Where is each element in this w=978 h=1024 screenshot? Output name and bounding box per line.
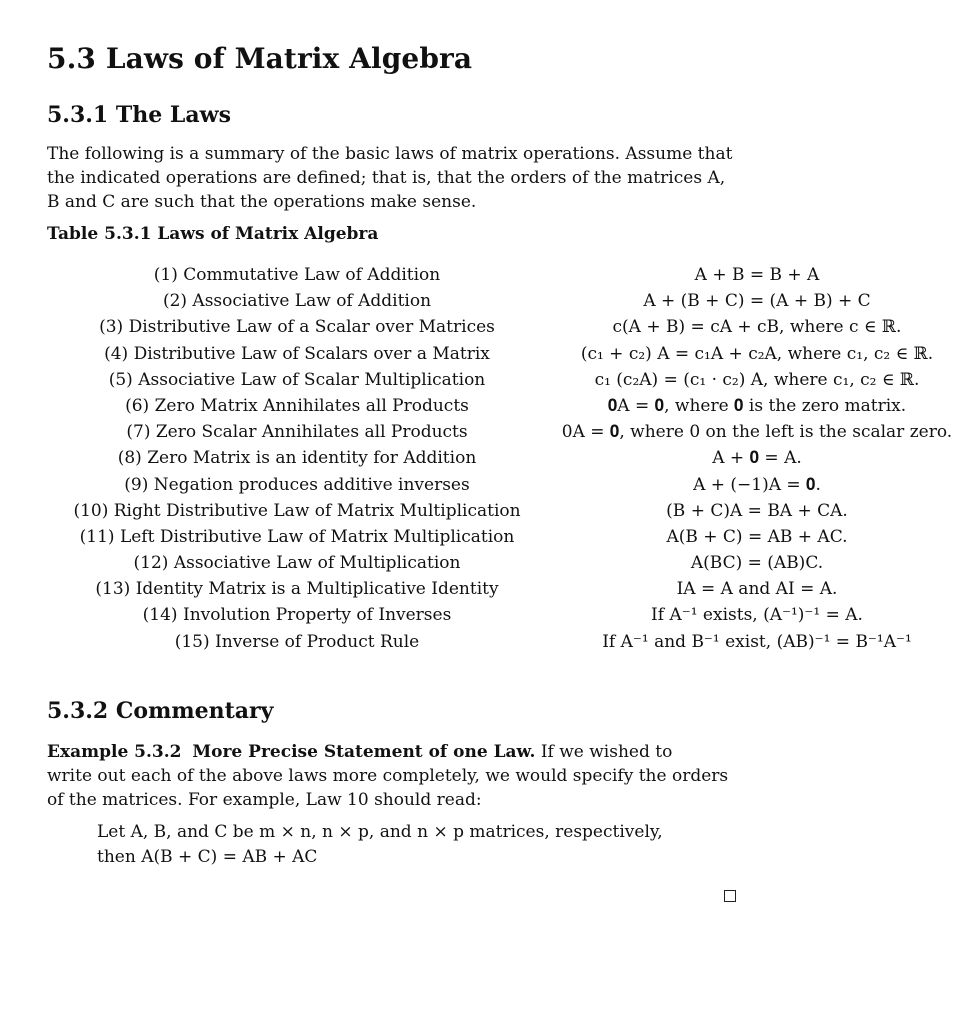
qed-box-icon	[724, 890, 736, 902]
law-name: (6) Zero Matrix Annihilates all Products	[125, 395, 469, 416]
law-formula: (B + C)A = BA + CA.	[666, 500, 848, 521]
law-formula: A(B + C) = AB + AC.	[666, 526, 848, 547]
law-formula: c(A + B) = cA + cB, where c ∈ ℝ.	[612, 317, 902, 338]
example-paragraph	[47, 740, 747, 812]
law-formula: (c₁ + c₂) A = c₁A + c₂A, where c₁, c₂ ∈ ℝ.	[580, 343, 934, 364]
law-formula: 0A = 𝟎, where 0 on the left is the scalar zero.	[561, 422, 953, 443]
law-name: (10) Right Distributive Law of Matrix Multiplication	[73, 500, 521, 521]
law-name: (2) Associative Law of Addition	[162, 291, 432, 312]
law-row	[47, 524, 967, 550]
example-line-3: of the matrices. For example, Law 10 should read:	[47, 790, 482, 810]
law-name: (8) Zero Matrix is an identity for Addition	[117, 448, 477, 469]
intro-line-1: The following is a summary of the basic laws of matrix operations. Assume that	[47, 144, 733, 164]
laws-table	[47, 262, 967, 655]
subsection-title-laws: 5.3.1 The Laws	[47, 102, 231, 128]
table-caption: Table 5.3.1 Laws of Matrix Algebra	[47, 224, 379, 244]
law-name: (15) Inverse of Product Rule	[174, 631, 420, 652]
law-row	[47, 393, 967, 419]
law-name: (4) Distributive Law of Scalars over a Matrix	[104, 343, 490, 364]
law-row	[47, 367, 967, 393]
law-row	[47, 472, 967, 498]
section-title: 5.3 Laws of Matrix Algebra	[47, 42, 473, 75]
law-row	[47, 445, 967, 471]
law-row	[47, 262, 967, 288]
law-row	[47, 314, 967, 340]
law-name: (9) Negation produces additive inverses	[124, 474, 470, 495]
example-title: More Precise Statement of one Law.	[192, 742, 536, 762]
law-name: (13) Identity Matrix is a Multiplicative Identity	[95, 579, 499, 600]
law-formula: IA = A and AI = A.	[676, 579, 838, 600]
law-row	[47, 550, 967, 576]
law-formula: A + B = B + A	[694, 265, 820, 285]
law-row	[47, 576, 967, 602]
law-formula: If A⁻¹ exists, (A⁻¹)⁻¹ = A.	[651, 605, 863, 626]
subsection-title-commentary: 5.3.2 Commentary	[47, 698, 274, 724]
law-formula: 𝟎A = 𝟎, where 𝟎 is the zero matrix.	[607, 395, 907, 416]
intro-line-3: B and C are such that the operations make sense.	[47, 192, 477, 212]
law-name: (3) Distributive Law of a Scalar over Matrices	[99, 317, 495, 338]
law-10-line-2: then A(B + C) = AB + AC	[97, 847, 318, 867]
example-label: Example 5.3.2	[47, 742, 182, 762]
law-10-statement	[97, 820, 737, 870]
law-name: (7) Zero Scalar Annihilates all Products	[126, 422, 468, 443]
example-line-1-rest: If we wished to	[540, 742, 673, 762]
law-formula: If A⁻¹ and B⁻¹ exist, (AB)⁻¹ = B⁻¹A⁻¹	[602, 631, 912, 652]
law-row	[47, 341, 967, 367]
law-formula: A + 𝟎 = A.	[712, 448, 802, 469]
law-formula: c₁ (c₂A) = (c₁ · c₂) A, where c₁, c₂ ∈ ℝ.	[594, 369, 920, 390]
law-row	[47, 602, 967, 628]
law-name: (12) Associative Law of Multiplication	[133, 553, 461, 574]
law-name: (14) Involution Property of Inverses	[142, 605, 452, 626]
intro-paragraph	[47, 142, 747, 214]
law-formula: A(BC) = (AB)C.	[690, 553, 824, 574]
law-row	[47, 629, 967, 655]
example-line-2: write out each of the above laws more completely, we would specify the orders	[47, 766, 729, 786]
law-name: (11) Left Distributive Law of Matrix Multiplication	[79, 526, 515, 547]
law-row	[47, 288, 967, 314]
law-row	[47, 419, 967, 445]
law-10-line-1: Let A, B, and C be m × n, n × p, and n × p matrices, respectively,	[97, 822, 663, 842]
law-row	[47, 498, 967, 524]
law-formula: A + (B + C) = (A + B) + C	[643, 291, 871, 312]
law-formula: A + (−1)A = 𝟎.	[693, 474, 821, 495]
law-name: (5) Associative Law of Scalar Multiplication	[108, 369, 486, 390]
law-name: (1) Commutative Law of Addition	[153, 265, 441, 285]
intro-line-2: the indicated operations are defined; that is, that the orders of the matrices A,	[47, 168, 726, 188]
